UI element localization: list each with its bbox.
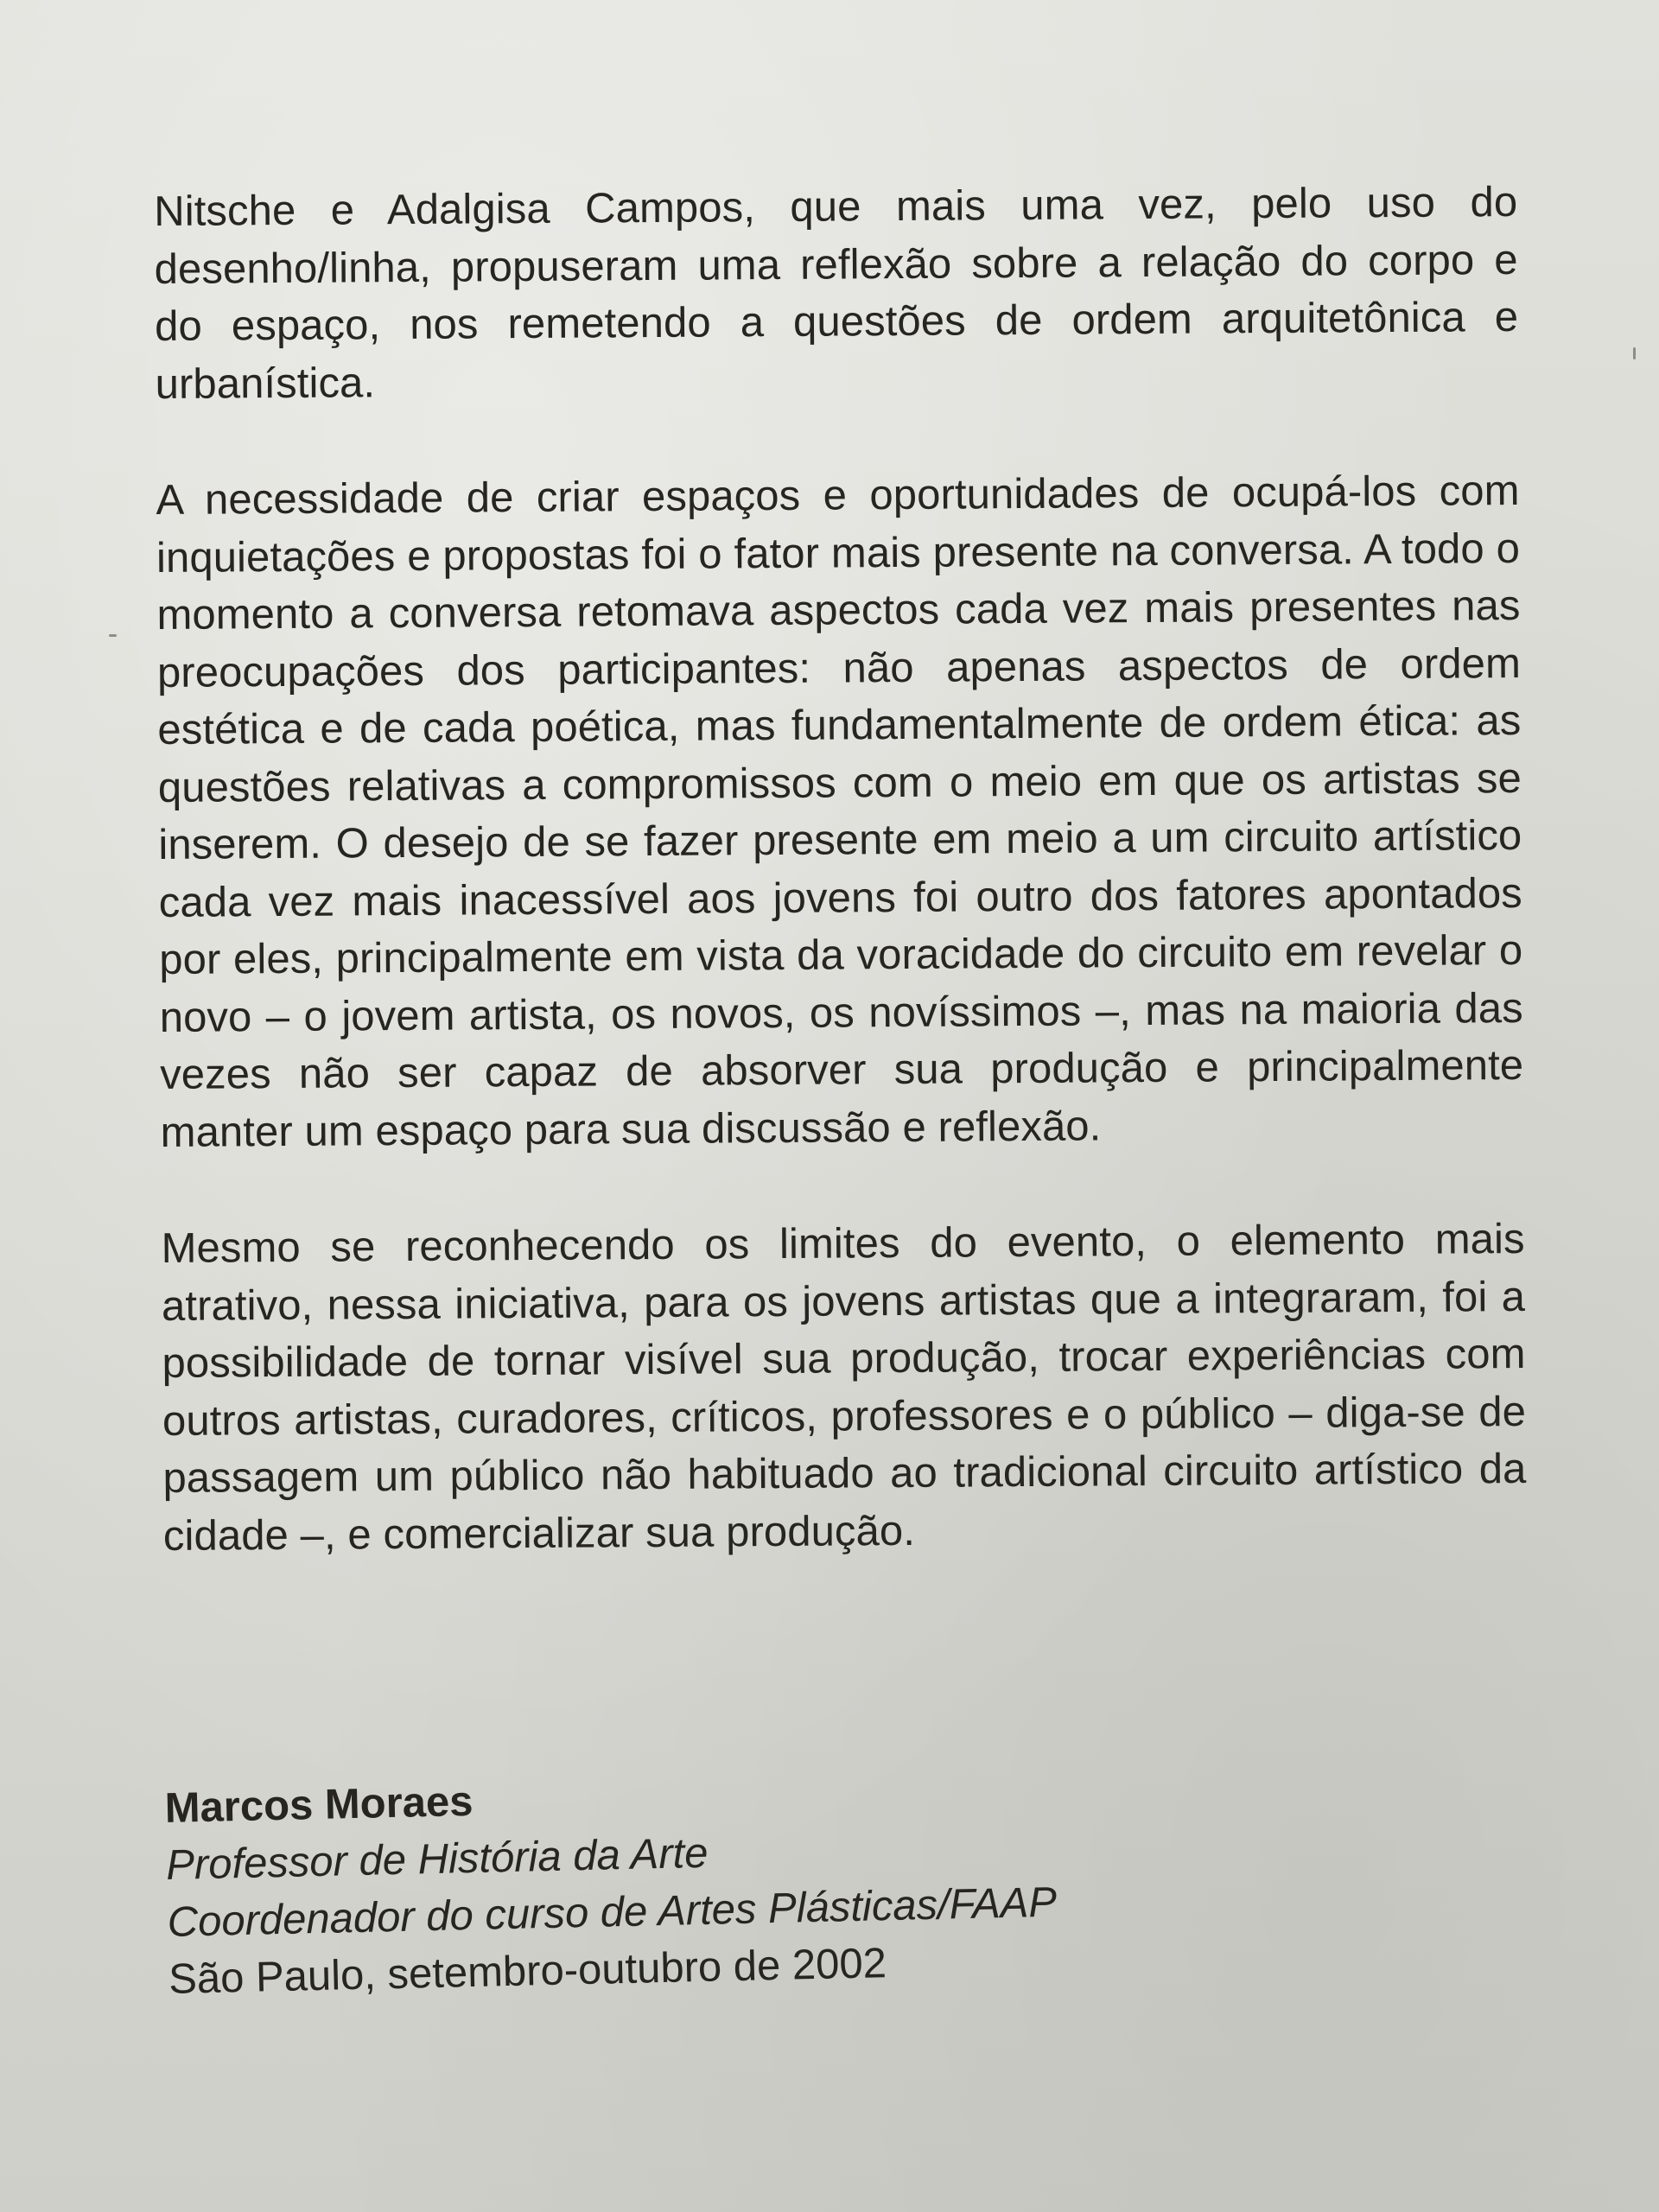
paragraph-3: Mesmo se reconhecendo os limites do evento, o elemento mais atrativo, nessa iniciativa, para os jovens artistas que a integraram, foi a possibilidade de tornar visível sua produção, trocar experiências com outros artistas, curadores, críticos, professores e o público – diga-se de passagem um público não habituado ao tradicional circuito artístico da cidade –, e comercializar sua produção. — [161, 1215, 1527, 1560]
author-title: Professor de História da Arte — [165, 1829, 709, 1889]
paper-speck — [109, 634, 117, 637]
body-text — [154, 174, 1528, 1624]
paper-speck — [1633, 347, 1636, 359]
author-role: Coordenador do curso de Artes Plásticas/FAAP — [167, 1878, 1058, 1946]
place-date: São Paulo, setembro-outubro de 2002 — [168, 1940, 887, 2003]
paragraph-1: Nitsche e Adalgisa Campos, que mais uma vez, pelo uso do desenho/linha, propuseram uma reflexão sobre a relação do corpo e do espaço, nos remetendo a questões de ordem arquitetônica e urbanística. — [154, 178, 1519, 408]
paragraph-2: A necessidade de criar espaços e oportunidades de ocupá-los com inquietações e propostas foi o fator mais presente na conversa. A todo o momento a conversa retomava aspectos cada vez mais presentes nas preocupações dos participantes: não apenas aspectos de ordem estética e de cada poética, mas fundamentalmente de ordem ética: as questões relativas a compromissos com o meio em que os artistas se inserem. O desejo de se fazer presente em meio a um circuito artístico cada vez mais inacessível aos jovens foi outro dos fatores apontados por eles, principalmente em vista da voracidade do circuito em revelar o novo – o jovem artista, os novos, os novíssimos –, mas na maioria das vezes não ser capaz de absorver sua produção e principalmente manter um espaço para sua discussão e reflexão. — [156, 467, 1524, 1156]
signature-block — [164, 1752, 1379, 2008]
author-name: Marcos Moraes — [164, 1777, 474, 1832]
